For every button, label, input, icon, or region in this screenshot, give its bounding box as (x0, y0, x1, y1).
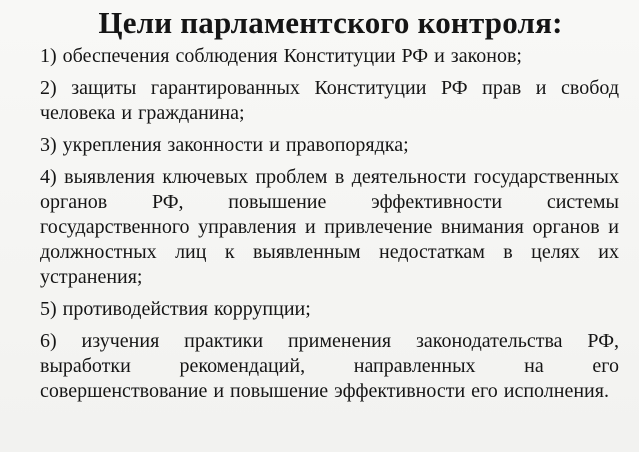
goals-list (40, 44, 619, 404)
slide-title: Цели парламентского контроля: (98, 5, 563, 40)
goal-item-6: 6) изучения практики применения законодательства РФ, выработки рекомендаций, направленных на его совершенствование и повышение эффективности его исполнения. (40, 330, 619, 402)
goal-item-5: 5) противодействия коррупции; (40, 298, 311, 320)
goal-item-4: 4) выявления ключевых проблем в деятельности государственных органов РФ, повышение эффективности системы государственного управления и привлечение внимания органов и должностных лиц к выявленным недостаткам в целях их устранения; (40, 166, 619, 288)
goal-item-1: 1) обеспечения соблюдения Конституции РФ и законов; (40, 45, 522, 67)
goal-item-3: 3) укрепления законности и правопорядка; (40, 134, 409, 156)
goal-item-2: 2) защиты гарантированных Конституции РФ прав и свобод человека и гражданина; (40, 77, 619, 124)
